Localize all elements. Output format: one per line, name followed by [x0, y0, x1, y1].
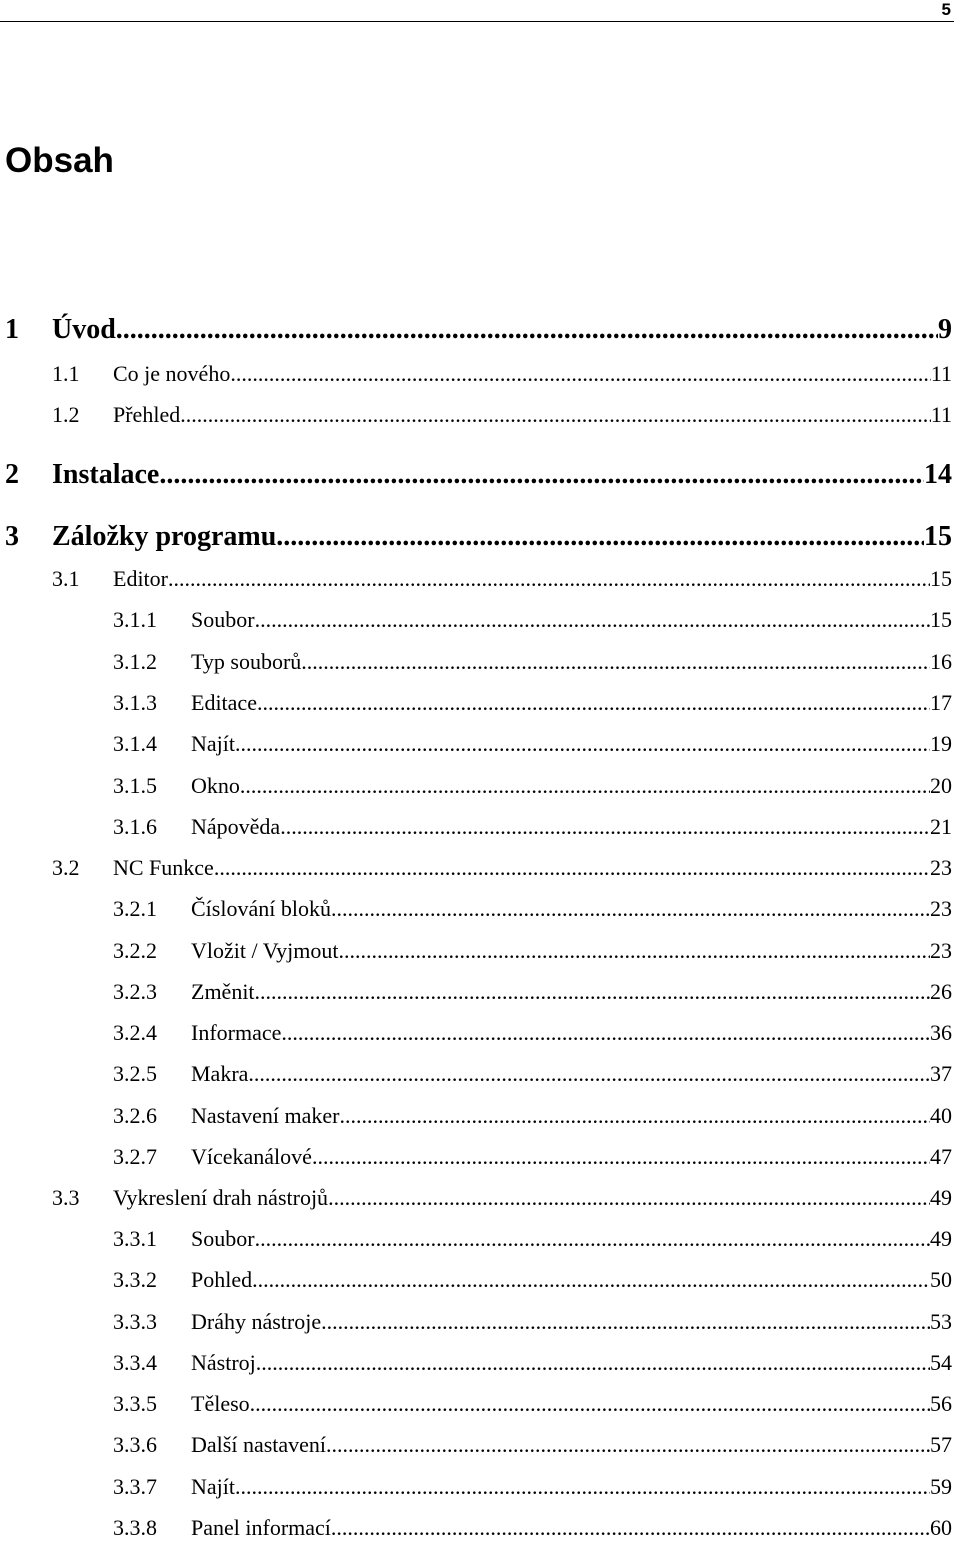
toc-entry-label: Soubor: [191, 1226, 255, 1251]
toc-entry-page: 23: [930, 855, 952, 880]
toc-entry-number: 3.1.4: [113, 731, 157, 756]
toc-entry-page: 16: [930, 649, 952, 674]
toc-entry-label: Pohled: [191, 1267, 253, 1292]
toc-entry[interactable]: [113, 606, 952, 634]
toc-dot-leader: [339, 1102, 930, 1130]
toc-entry-number: 3.2.1: [113, 896, 157, 921]
toc-dot-leader: [301, 648, 930, 676]
toc-entry-page: 37: [930, 1061, 952, 1086]
toc-entry-page: 23: [930, 896, 952, 921]
toc-entry-number: 3.3.3: [113, 1309, 157, 1334]
toc-dot-leader: [255, 606, 930, 634]
toc-entry-label: Záložky programu: [52, 521, 277, 552]
toc-entry-number: 3: [5, 521, 19, 552]
toc-entry-page: 11: [930, 361, 952, 386]
toc-entry-page: 17: [930, 690, 952, 715]
toc-dot-leader: [214, 854, 930, 882]
toc-entry-number: 3.3.4: [113, 1350, 157, 1375]
toc-entry[interactable]: [113, 1225, 952, 1253]
toc-entry-page: 20: [930, 773, 952, 798]
toc-entry-label: Vícekanálové: [191, 1144, 312, 1169]
toc-entry-number: 3.3.7: [113, 1474, 157, 1499]
toc-entry[interactable]: [113, 895, 952, 923]
toc-dot-leader: [235, 1473, 930, 1501]
toc-entry-label: Soubor: [191, 607, 255, 632]
toc-entry[interactable]: [113, 1266, 952, 1294]
toc-entry-page: 47: [930, 1144, 952, 1169]
toc-entry-number: 3.1.3: [113, 690, 157, 715]
toc-entry-page: 21: [930, 814, 952, 839]
toc-entry-page: 23: [930, 938, 952, 963]
header-rule: [0, 21, 954, 22]
toc-entry-number: 3.1.5: [113, 773, 157, 798]
toc-entry-label: Vykreslení drah nástrojů: [113, 1185, 329, 1210]
toc-entry-number: 3.2.2: [113, 938, 157, 963]
toc-entry-number: 3.3.1: [113, 1226, 157, 1251]
toc-entry[interactable]: [5, 520, 952, 554]
toc-entry[interactable]: [113, 772, 952, 800]
toc-entry-page: 19: [930, 731, 952, 756]
toc-entry-label: Přehled: [113, 402, 181, 427]
toc-entry[interactable]: [52, 360, 952, 388]
toc-entry[interactable]: [113, 648, 952, 676]
toc-entry-label: Editor: [113, 566, 168, 591]
toc-entry-number: 3.1.1: [113, 607, 157, 632]
toc-entry[interactable]: [113, 1349, 952, 1377]
toc-entry-page: 36: [930, 1020, 952, 1045]
toc-dot-leader: [331, 1514, 930, 1542]
toc-entry-label: Co je nového: [113, 361, 231, 386]
toc-entry[interactable]: [113, 1390, 952, 1418]
toc-entry[interactable]: [113, 978, 952, 1006]
toc-entry-label: Panel informací: [191, 1515, 331, 1540]
toc-entry-label: Změnit: [191, 979, 255, 1004]
page-number: 5: [941, 0, 951, 19]
toc-entry-label: Nápověda: [191, 814, 281, 839]
toc-entry-label: Další nastavení: [191, 1432, 327, 1457]
toc-dot-leader: [230, 360, 930, 388]
toc-entry-number: 1.1: [52, 361, 80, 386]
toc-entry-number: 3.2.7: [113, 1144, 157, 1169]
toc-entry-page: 50: [930, 1267, 952, 1292]
toc-entry[interactable]: [52, 401, 952, 429]
toc-dot-leader: [250, 1390, 930, 1418]
toc-entry-label: NC Funkce: [113, 855, 214, 880]
toc-entry-number: 3.2.6: [113, 1103, 157, 1128]
toc-dot-leader: [252, 1266, 930, 1294]
toc-dot-leader: [248, 1060, 930, 1088]
toc-entry[interactable]: [113, 1102, 952, 1130]
toc-entry-page: 14: [924, 459, 952, 490]
toc-entry-page: 60: [930, 1515, 952, 1540]
toc-entry-label: Dráhy nástroje: [191, 1309, 322, 1334]
toc-entry[interactable]: [113, 730, 952, 758]
toc-entry[interactable]: [113, 1019, 952, 1047]
toc-entry-number: 3.3.8: [113, 1515, 157, 1540]
toc-entry-label: Typ souborů: [191, 649, 302, 674]
toc-entry-number: 3.2: [52, 855, 80, 880]
toc-entry-number: 1.2: [52, 402, 80, 427]
toc-entry-label: Okno: [191, 773, 240, 798]
toc-entry-page: 53: [930, 1309, 952, 1334]
toc-dot-leader: [256, 1349, 930, 1377]
toc-entry-label: Těleso: [191, 1391, 250, 1416]
toc-entry-number: 3.2.5: [113, 1061, 157, 1086]
toc-entry[interactable]: [113, 1308, 952, 1336]
toc-entry-page: 49: [930, 1226, 952, 1251]
toc-entry-page: 15: [924, 521, 952, 552]
toc-entry[interactable]: [113, 1060, 952, 1088]
toc-entry-page: 40: [930, 1103, 952, 1128]
toc-entry[interactable]: [113, 813, 952, 841]
toc-entry-page: 49: [930, 1185, 952, 1210]
toc-entry-page: 15: [930, 607, 952, 632]
toc-dot-leader: [240, 772, 930, 800]
toc-entry[interactable]: [5, 313, 952, 347]
toc-entry[interactable]: [113, 1143, 952, 1171]
toc-entry[interactable]: [52, 565, 952, 593]
toc-entry-label: Vložit / Vyjmout: [191, 938, 339, 963]
toc-dot-leader: [168, 565, 930, 593]
toc-entry-number: 3.1.2: [113, 649, 157, 674]
toc-entry-number: 2: [5, 459, 19, 490]
toc-entry-page: 54: [930, 1350, 952, 1375]
toc-entry-number: 3.3: [52, 1185, 80, 1210]
page-title: Obsah: [5, 141, 114, 180]
toc-dot-leader: [255, 1225, 930, 1253]
toc-entry-page: 59: [930, 1474, 952, 1499]
toc-entry[interactable]: [52, 854, 952, 882]
toc-entry-number: 3.1.6: [113, 814, 157, 839]
toc-dot-leader: [280, 813, 930, 841]
toc-entry-page: 9: [938, 314, 952, 345]
toc-entry-label: Úvod: [52, 314, 116, 345]
toc-entry-label: Editace: [191, 690, 257, 715]
toc-entry-page: 11: [930, 402, 952, 427]
toc-dot-leader: [255, 978, 930, 1006]
toc-entry-label: Najít: [191, 1474, 235, 1499]
toc-entry-label: Makra: [191, 1061, 249, 1086]
toc-dot-leader: [281, 1019, 930, 1047]
toc-entry[interactable]: [113, 1514, 952, 1542]
toc-entry-page: 15: [930, 566, 952, 591]
toc-dot-leader: [331, 895, 930, 923]
toc-dot-leader: [180, 401, 931, 429]
toc-entry-number: 3.1: [52, 566, 80, 591]
toc-entry-page: 56: [930, 1391, 952, 1416]
toc-dot-leader: [159, 458, 924, 492]
toc-entry-label: Najít: [191, 731, 235, 756]
toc-entry[interactable]: [113, 1473, 952, 1501]
toc-entry-label: Nastavení maker: [191, 1103, 340, 1128]
toc-dot-leader: [339, 937, 931, 965]
toc-dot-leader: [276, 520, 924, 554]
toc-dot-leader: [235, 730, 930, 758]
toc-entry[interactable]: [5, 458, 952, 492]
toc-entry-number: 3.3.2: [113, 1267, 157, 1292]
toc-dot-leader: [257, 689, 930, 717]
toc-entry-label: Nástroj: [191, 1350, 256, 1375]
toc-entry-number: 3.2.4: [113, 1020, 157, 1045]
toc-entry-number: 3.3.5: [113, 1391, 157, 1416]
toc-entry[interactable]: [113, 1431, 952, 1459]
toc-entry-label: Číslování bloků: [191, 896, 331, 921]
toc-entry-page: 26: [930, 979, 952, 1004]
toc-entry[interactable]: [113, 689, 952, 717]
toc-entry-page: 57: [930, 1432, 952, 1457]
toc-entry[interactable]: [52, 1184, 952, 1212]
toc-entry[interactable]: [113, 937, 952, 965]
toc-dot-leader: [326, 1431, 930, 1459]
toc-entry-label: Instalace: [52, 459, 160, 490]
toc-entry-number: 3.2.3: [113, 979, 157, 1004]
toc-entry-number: 3.3.6: [113, 1432, 157, 1457]
toc-entry-label: Informace: [191, 1020, 282, 1045]
toc-entry-number: 1: [5, 314, 19, 345]
toc-dot-leader: [116, 313, 938, 347]
toc-dot-leader: [321, 1308, 930, 1336]
toc-dot-leader: [312, 1143, 930, 1171]
toc-dot-leader: [328, 1184, 930, 1212]
